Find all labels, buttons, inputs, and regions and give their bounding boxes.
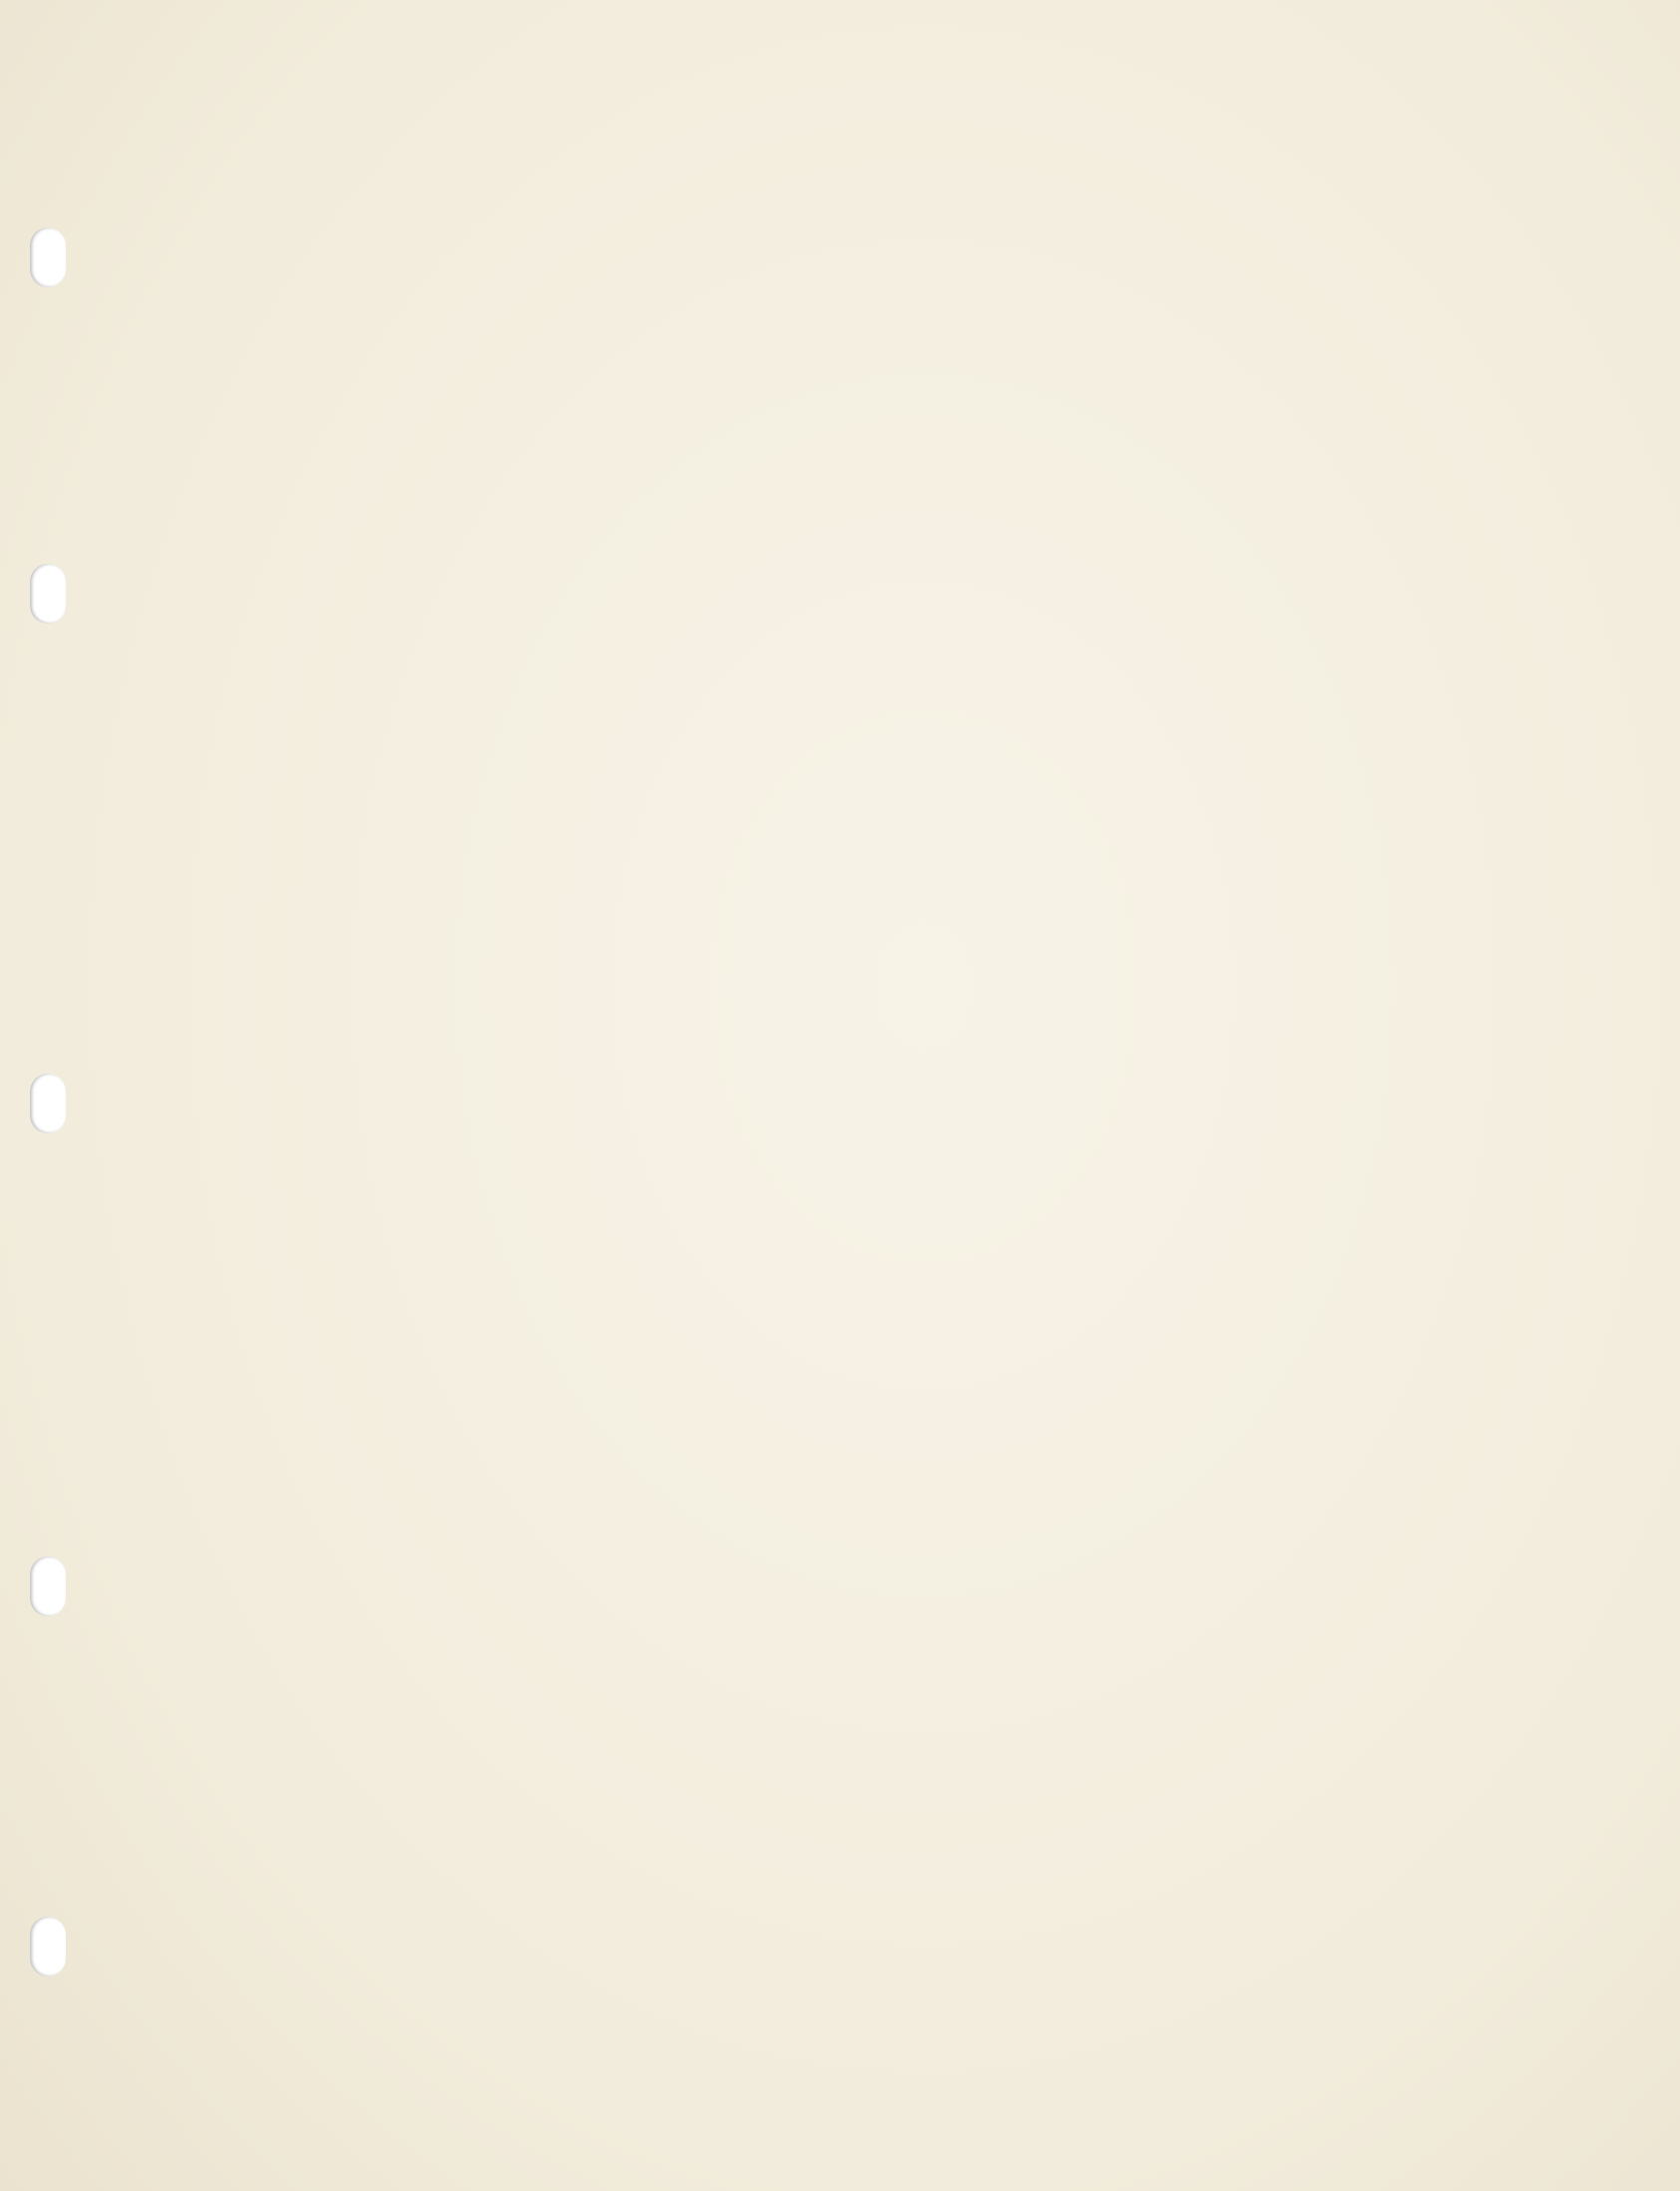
punch-hole: [30, 1074, 66, 1133]
punch-hole: [30, 564, 66, 624]
punch-hole: [30, 227, 66, 287]
punch-hole: [30, 1917, 66, 1976]
punch-hole: [30, 1556, 66, 1616]
